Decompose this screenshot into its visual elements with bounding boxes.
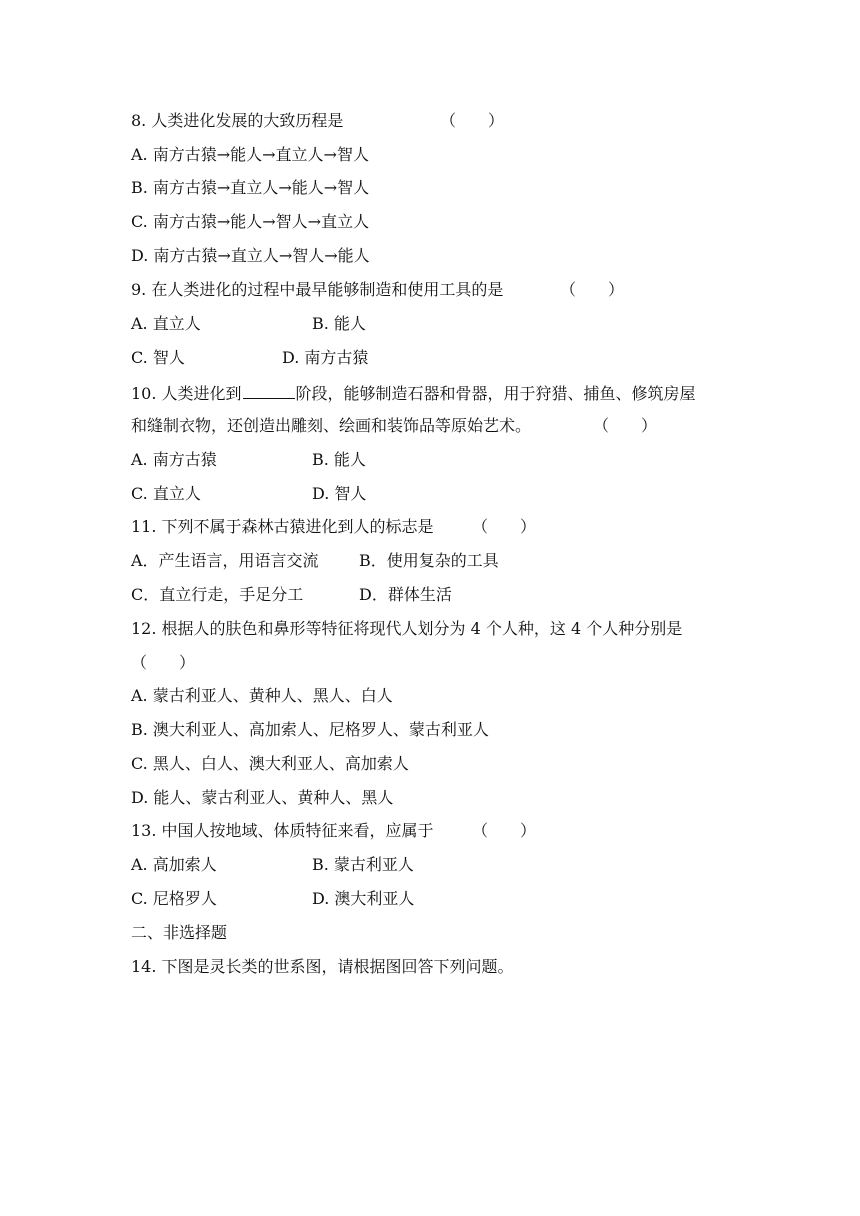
q8-option-c: C. 南方古猿→能人→智人→直立人 [131,212,370,231]
question-13-stem: 13. 中国人按地域、体质特征来看，应属于 [131,821,434,840]
q8-option-d: D. 南方古猿→直立人→智人→能人 [131,246,370,265]
q11-option-d: D．群体生活 [359,585,452,604]
q12-option-a: A. 蒙古利亚人、黄种人、黑人、白人 [131,686,393,705]
question-9-stem: 9. 在人类进化的过程中最早能够制造和使用工具的是 [131,280,504,299]
q9-option-d: D. 南方古猿 [282,348,369,367]
question-12-stem: 12. 根据人的肤色和鼻形等特征将现代人划分为 4 个人种，这 4 个人种分别是 [131,619,683,638]
q12-option-d: D. 能人、蒙古利亚人、黄种人、黑人 [131,788,394,807]
q8-option-a: A. 南方古猿→能人→直立人→智人 [131,145,369,164]
q12-option-b: B. 澳大利亚人、高加索人、尼格罗人、蒙古利亚人 [131,720,489,739]
q9-option-c: C. 智人 [131,348,185,367]
q11-option-a: A．产生语言，用语言交流 [131,551,319,570]
question-14-stem: 14. 下图是灵长类的世系图，请根据图回答下列问题。 [131,957,514,976]
q9-answer-paren: （ ） [560,280,625,299]
q10-option-d: D. 智人 [312,484,367,503]
q12-answer-paren: （ ） [131,653,196,672]
q12-option-c: C. 黑人、白人、澳大利亚人、高加索人 [131,754,409,773]
q8-stem-text: 8. 人类进化发展的大致历程是 [131,111,344,130]
q13-option-a: A. 高加索人 [131,855,217,874]
q9-option-a: A. 直立人 [131,314,201,333]
question-11-stem: 11. 下列不属于森林古猿进化到人的标志是 [131,517,434,536]
question-10-stem-line2: 和缝制衣物，还创造出雕刻、绘画和装饰品等原始艺术。 [131,416,532,435]
q10-stem-after-blank: 阶段，能够制造石器和骨器，用于狩猎、捕鱼、修筑房屋 [295,384,696,403]
q10-option-a: A. 南方古猿 [131,450,217,469]
question-8-stem [131,111,343,131]
q9-option-b: B. 能人 [312,314,366,333]
q10-answer-paren: （ ） [593,416,658,435]
q11-answer-paren: （ ） [472,517,537,536]
q11-option-c: C．直立行走，手足分工 [131,585,304,604]
question-10-stem-line1 [131,382,696,402]
q10-stem-before-blank: 10. 人类进化到 [131,384,242,403]
section-heading-non-choice: 二、非选择题 [131,923,228,942]
q10-option-b: B. 能人 [312,450,366,469]
q13-option-c: C. 尼格罗人 [131,889,217,908]
q8-answer-paren: （ ） [440,111,505,130]
q8-option-b: B. 南方古猿→直立人→能人→智人 [131,178,370,197]
q10-option-c: C. 直立人 [131,484,201,503]
q13-option-b: B. 蒙古利亚人 [312,855,414,874]
q13-option-d: D. 澳大利亚人 [312,889,415,908]
q13-answer-paren: （ ） [472,821,537,840]
q10-fill-blank [243,382,295,399]
q11-option-b: B．使用复杂的工具 [359,551,499,570]
